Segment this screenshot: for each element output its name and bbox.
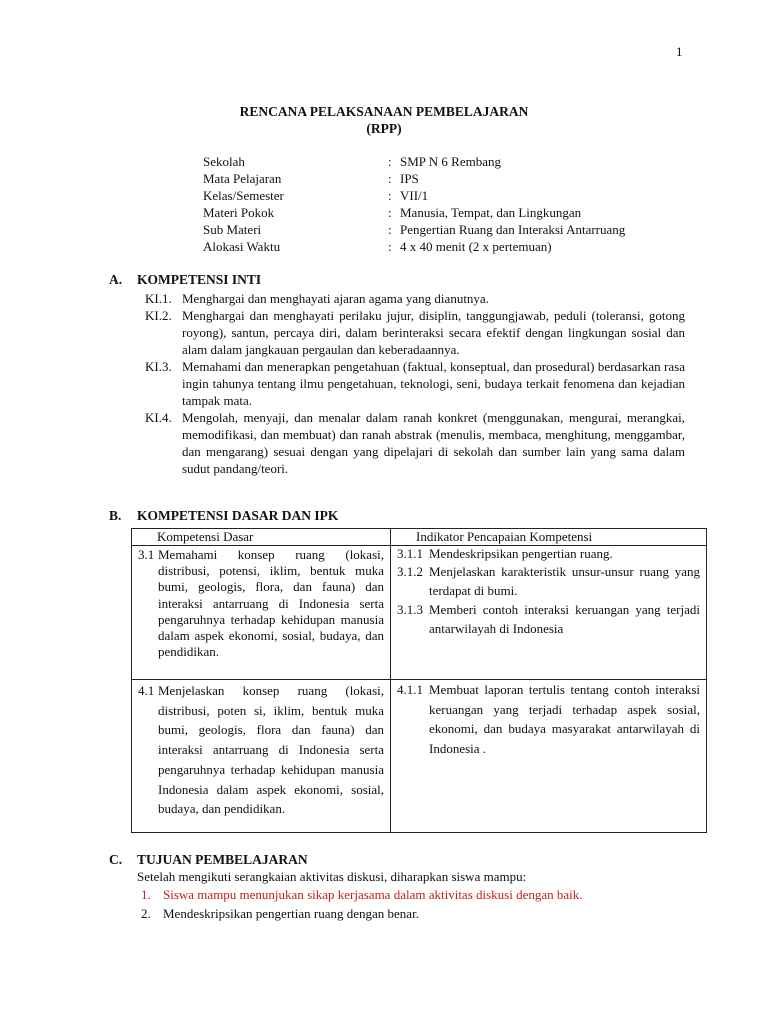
title-line-2: (RPP) — [366, 121, 402, 136]
ipk-text: Memberi contoh interaksi keruangan yang terjadi antarwilayah di Indonesia — [429, 602, 700, 636]
table-row — [132, 546, 707, 680]
ipk-text: Membuat laporan tertulis tentang contoh interaksi keruangan yang terjadi terhadap aspek sosial, ekonomi, dan budaya masyarakat antarwilayah di Indonesia . — [429, 682, 700, 757]
ipk-item — [391, 562, 706, 600]
ipk-item — [391, 546, 706, 562]
info-value: VII/1 — [400, 188, 429, 203]
ipk-item — [391, 680, 706, 759]
tujuan-number: 2. — [141, 906, 151, 921]
info-label: Sub Materi — [203, 222, 262, 237]
ki-text: Menghargai dan menghayati perilaku jujur, disiplin, tanggungjawab, peduli (toleransi, gotong royong), santun, percaya diri, dalam berinteraksi secara efektif dengan lingkungan sosial dan alam dalam jangkauan pergaulan dan keberadaannya. — [182, 308, 685, 357]
info-label: Materi Pokok — [203, 205, 275, 220]
ki-number: KI.2. — [145, 308, 172, 323]
section-letter: B. — [109, 508, 122, 523]
kd-cell — [132, 680, 391, 833]
info-colon: : — [388, 188, 392, 203]
ki-text: Mengolah, menyaji, dan menalar dalam ranah konkret (menggunakan, mengurai, merangkai, memodifikasi, dan membuat) dan ranah abstrak (menulis, membaca, menghitung, menggambar, dan mengarang) sesuai dengan yang dipelajari di sekolah dan sumber lain yang sama dalam sudut pandang/teori. — [182, 410, 685, 476]
table-header-row — [132, 529, 707, 546]
section-title: KOMPETENSI INTI — [137, 272, 262, 287]
tujuan-intro: Setelah mengikuti serangkaian aktivitas diskusi, diharapkan siswa mampu: — [137, 869, 527, 884]
info-label: Mata Pelajaran — [203, 171, 282, 186]
document-title — [0, 103, 768, 137]
info-colon: : — [388, 171, 392, 186]
info-value: Pengertian Ruang dan Interaksi Antarruang — [400, 222, 626, 237]
ki-item — [145, 409, 685, 477]
ipk-number: 3.1.1 — [397, 546, 423, 561]
section-letter: C. — [109, 852, 123, 867]
ipk-cell — [391, 680, 707, 833]
tujuan-number: 1. — [141, 887, 151, 902]
info-value: 4 x 40 menit (2 x pertemuan) — [400, 239, 552, 254]
table-header-ipk: Indikator Pencapaian Kompetensi — [391, 529, 707, 546]
section-title: KOMPETENSI DASAR DAN IPK — [137, 508, 339, 523]
info-label: Sekolah — [203, 154, 245, 169]
ipk-number: 3.1.2 — [397, 564, 423, 579]
table-header-kd: Kompetensi Dasar — [132, 529, 391, 546]
section-letter: A. — [109, 272, 123, 287]
info-value: SMP N 6 Rembang — [400, 154, 501, 169]
ki-text: Memahami dan menerapkan pengetahuan (faktual, konseptual, dan prosedural) berdasarkan rasa ingin tahunya tentang ilmu pengetahuan, teknologi, seni, budaya terkait fenomena dan kejadian tampak mata. — [182, 359, 685, 408]
section-heading-kompetensi-dasar — [109, 507, 338, 524]
info-colon: : — [388, 154, 392, 169]
table-row — [132, 680, 707, 833]
title-line-1: RENCANA PELAKSANAAN PEMBELAJARAN — [239, 104, 529, 119]
ipk-number: 4.1.1 — [397, 682, 423, 697]
kd-ipk-table — [131, 528, 707, 833]
section-heading-tujuan — [109, 851, 308, 868]
ki-number: KI.1. — [145, 291, 172, 306]
info-label: Kelas/Semester — [203, 188, 284, 203]
kd-text: Memahami konsep ruang (lokasi, distribusi, potensi, iklim, bentuk muka bumi, geologis, flora, dan fauna) dan interaksi antarruang di Indonesia serta pengaruhnya terhadap kehidupan manusia dalam aspek ekonomi, sosial, budaya, dan pendidikan. — [158, 547, 384, 660]
info-colon: : — [388, 205, 392, 220]
kd-number: 3.1 — [138, 547, 155, 562]
section-title: TUJUAN PEMBELAJARAN — [137, 852, 308, 867]
ki-item — [145, 307, 685, 358]
kd-number: 4.1 — [138, 683, 155, 698]
ki-number: KI.4. — [145, 410, 172, 425]
kd-cell — [132, 546, 391, 680]
ki-number: KI.3. — [145, 359, 172, 374]
ipk-number: 3.1.3 — [397, 602, 423, 617]
tujuan-item — [141, 904, 697, 923]
ki-text: Menghargai dan menghayati ajaran agama yang dianutnya. — [182, 291, 489, 306]
info-colon: : — [388, 239, 392, 254]
section-heading-kompetensi-inti — [109, 271, 261, 288]
tujuan-text: Siswa mampu menunjukan sikap kerjasama dalam aktivitas diskusi dengan baik. — [163, 887, 583, 902]
tujuan-block — [137, 868, 697, 923]
ki-item — [145, 290, 685, 307]
info-value: Manusia, Tempat, dan Lingkungan — [400, 205, 582, 220]
tujuan-item — [141, 885, 697, 904]
ki-item — [145, 358, 685, 409]
info-value: IPS — [400, 171, 419, 186]
info-label: Alokasi Waktu — [203, 239, 281, 254]
ipk-text: Mendeskripsikan pengertian ruang. — [429, 546, 613, 561]
page-number: 1 — [676, 44, 683, 59]
ipk-text: Menjelaskan karakteristik unsur-unsur ruang yang terdapat di bumi. — [429, 564, 700, 598]
kd-text: Menjelaskan konsep ruang (lokasi, distribusi, poten si, iklim, bentuk muka bumi, geologis, flora dan fauna) dan interaksi antarruang di Indonesia serta pengaruhnya terhadap kehidupan manusia Indonesia dalam aspek ekonomi, sosial, budaya, dan pendidikan. — [158, 683, 384, 817]
ki-list — [145, 290, 685, 477]
ipk-item — [391, 600, 706, 638]
tujuan-text: Mendeskripsikan pengertian ruang dengan benar. — [163, 906, 419, 921]
info-colon: : — [388, 222, 392, 237]
ipk-cell — [391, 546, 707, 680]
